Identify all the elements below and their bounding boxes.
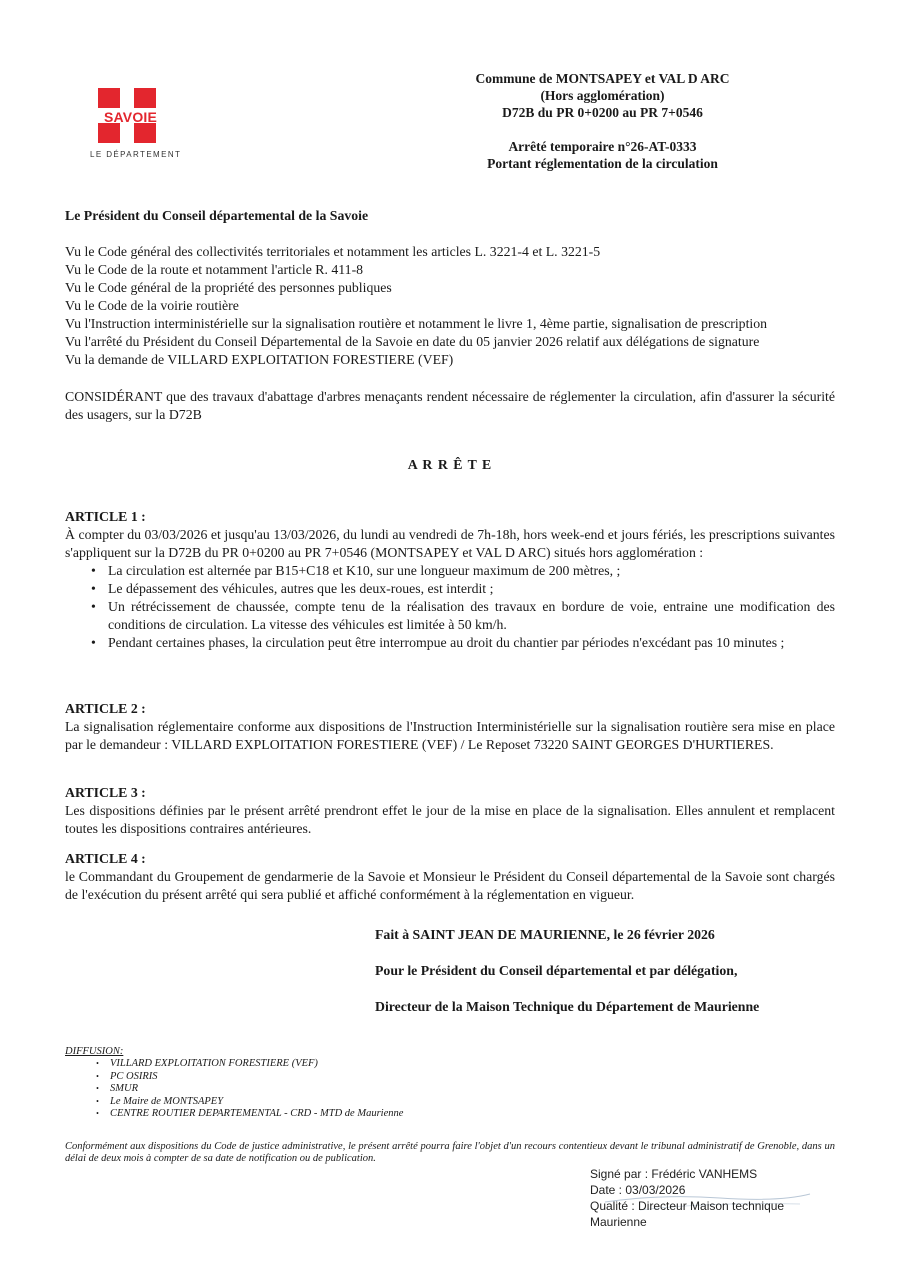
pour-le-president: Pour le Président du Conseil départemental et par délégation, — [375, 963, 738, 978]
article-2 — [65, 700, 835, 754]
vu-item: Vu le Code de la route et notamment l'article R. 411-8 — [65, 262, 364, 277]
diffusion-list — [110, 1058, 403, 1121]
directeur-title: Directeur de la Maison Technique du Département de Maurienne — [375, 999, 760, 1014]
article-text: À compter du 03/03/2026 et jusqu'au 13/03/2026, du lundi au vendredi de 7h-18h, hors week-end et jours fériés, les prescriptions suivantes s'appliquent sur la D72B du PR 0+0200 au PR 7+0546 (MONTSAPEY et VAL D ARC) situés hors agglomération : — [65, 527, 835, 560]
list-item: • PC OSIRIS — [110, 1071, 403, 1084]
fait-a: Fait à SAINT JEAN DE MAURIENNE, le 26 février 2026 — [375, 927, 715, 942]
list-item: • La circulation est alternée par B15+C18 et K10, sur une longueur maximum de 200 mètres, ; — [91, 562, 835, 580]
president-title: Le Président du Conseil départemental de la Savoie — [65, 208, 369, 223]
savoie-logo — [90, 88, 182, 160]
vu-item: Vu le Code général des collectivités territoriales et notamment les articles L. 3221-4 et L. 3221-5 — [65, 244, 601, 259]
vu-item: Vu la demande de VILLARD EXPLOITATION FORESTIERE (VEF) — [65, 352, 454, 367]
vu-item: Vu le Code général de la propriété des personnes publiques — [65, 280, 392, 295]
article-text: le Commandant du Groupement de gendarmerie de la Savoie et Monsieur le Président du Conseil départemental de la Savoie sont chargés de l'exécution du présent arrêté qui sera publié et affiché conformément à la réglementation en vigueur. — [65, 869, 835, 902]
vu-item: Vu l'Instruction interministérielle sur la signalisation routière et notamment le livre 1, 4ème partie, signalisation de prescription — [65, 316, 768, 331]
list-item: • Pendant certaines phases, la circulation peut être interrompue au droit du chantier par périodes n'excédant pas 10 minutes ; — [91, 634, 835, 652]
vu-item: Vu l'arrêté du Président du Conseil Départemental de la Savoie en date du 05 janvier 2026 relatif aux délégations de signature — [65, 334, 760, 349]
arrete-heading: A R R Ê T E — [407, 457, 493, 472]
article-1-bullets — [91, 562, 835, 652]
article-3 — [65, 784, 835, 838]
diffusion-label: DIFFUSION: — [65, 1046, 124, 1057]
list-item: • VILLARD EXPLOITATION FORESTIERE (VEF) — [110, 1058, 403, 1071]
article-title: ARTICLE 3 : — [65, 785, 146, 800]
signature-block — [590, 1166, 784, 1230]
article-title: ARTICLE 4 : — [65, 851, 146, 866]
article-title: ARTICLE 1 : — [65, 509, 146, 524]
list-item: • SMUR — [110, 1083, 403, 1096]
header-block — [440, 70, 765, 172]
signature-qualite: Qualité : Directeur Maison technique — [590, 1199, 785, 1213]
vu-list — [65, 243, 845, 369]
article-text: La signalisation réglementaire conforme aux dispositions de l'Instruction Interministérielle sur la signalisation routière sera mise en place par le demandeur : VILLARD EXPLOITATION FORESTIERE (VEF) / Le Reposet 73220 SAINT GEORGES D'HURTIERES. — [65, 719, 835, 752]
article-4 — [65, 850, 835, 904]
vu-item: Vu le Code de la voirie routière — [65, 298, 239, 313]
header-route: D72B du PR 0+0200 au PR 7+0546 — [502, 105, 703, 120]
header-hors-agglo: (Hors agglomération) — [540, 88, 665, 103]
list-item: • Le dépassement des véhicules, autres que les deux-roues, est interdit ; — [91, 580, 835, 598]
article-title: ARTICLE 2 : — [65, 701, 146, 716]
considerant-paragraph: CONSIDÉRANT que des travaux d'abattage d'arbres menaçants rendent nécessaire de réglementer la circulation, afin d'assurer la sécurité des usagers, sur la D72B — [65, 389, 835, 422]
article-text: Les dispositions définies par le présent arrêté prendront effet le jour de la mise en place de la signalisation. Elles annulent et remplacent toutes les dispositions contraires antérieures. — [65, 803, 835, 836]
header-subject: Portant réglementation de la circulation — [487, 156, 718, 171]
article-1 — [65, 508, 835, 652]
logo-word: SAVOIE — [104, 109, 158, 125]
header-commune: Commune de MONTSAPEY et VAL D ARC — [475, 71, 730, 86]
signature-date: Date : 03/03/2026 — [590, 1183, 686, 1197]
logo-subtitle: LE DÉPARTEMENT — [90, 150, 182, 159]
list-item: • Le Maire de MONTSAPEY — [110, 1096, 403, 1109]
recours-notice: Conformément aux dispositions du Code de justice administrative, le présent arrêté pourra faire l'objet d'un recours contentieux devant le tribunal administratif de Grenoble, dans un délai de deux mois à compter de sa date de notification ou de publication. — [65, 1141, 835, 1164]
signature-qualite-2: Maurienne — [590, 1215, 647, 1229]
list-item: • CENTRE ROUTIER DEPARTEMENTAL - CRD - MTD de Maurienne — [110, 1108, 403, 1121]
list-item: • Un rétrécissement de chaussée, compte tenu de la réalisation des travaux en bordure de voie, entraine une modification des conditions de circulation. La vitesse des véhicules est limitée à 50 km/h. — [91, 598, 835, 634]
signature-signer: Signé par : Frédéric VANHEMS — [590, 1167, 758, 1181]
header-arrete-number: Arrêté temporaire n°26-AT-0333 — [508, 139, 697, 154]
